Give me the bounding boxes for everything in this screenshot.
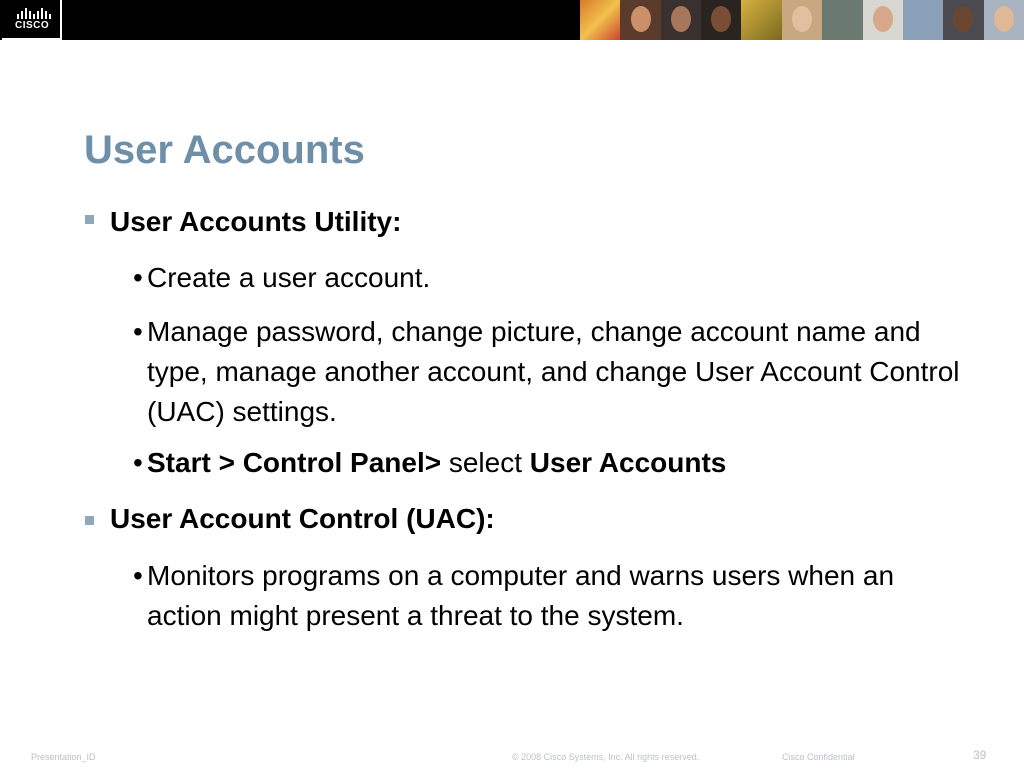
list-item-control-panel-path [133,443,967,483]
cisco-logo-text: CISCO [15,20,50,31]
bullet-dot-icon: • [133,447,143,478]
square-bullet-icon [85,516,94,525]
list-item-monitors-programs: • Monitors programs on a computer and warns users when an action might present a threat to the system. [147,556,967,636]
section-heading-utility: User Accounts Utility: [110,206,402,237]
cisco-logo [2,0,62,40]
path-start-control-panel: Start > Control Panel [147,447,425,478]
square-bullet-icon [85,215,94,224]
path-gt: > [424,447,442,478]
photo-tile [943,0,983,40]
photo-tile [620,0,660,40]
photo-tile [984,0,1024,40]
slide-title: User Accounts [84,128,365,172]
header-photo-strip [580,0,1024,40]
path-user-accounts: User Accounts [529,447,727,478]
photo-tile [741,0,781,40]
footer-copyright: © 2008 Cisco Systems, Inc. All rights reserved. [512,752,700,762]
path-select: select [441,447,530,478]
photo-tile [863,0,903,40]
photo-tile [822,0,862,40]
photo-tile [661,0,701,40]
section-heading-uac: User Account Control (UAC): [110,503,495,534]
list-item-manage-password: • Manage password, change picture, change account name and type, manage another account, and change User Account Control (UAC) settings. [147,312,967,432]
footer-confidential: Cisco Confidential [782,752,855,762]
photo-tile [903,0,943,40]
cisco-bars-icon [16,6,52,20]
bullet-dot-icon: • [133,316,143,347]
bullet-dot-icon: • [133,262,143,293]
header-bar [0,0,1024,40]
list-item-create-account: • Create a user account. [147,258,967,298]
page-number: 39 [973,748,987,762]
bullet-dot-icon: • [133,560,143,591]
footer-presentation-id: Presentation_ID [31,752,96,762]
photo-tile [580,0,620,40]
photo-tile [782,0,822,40]
photo-tile [701,0,741,40]
